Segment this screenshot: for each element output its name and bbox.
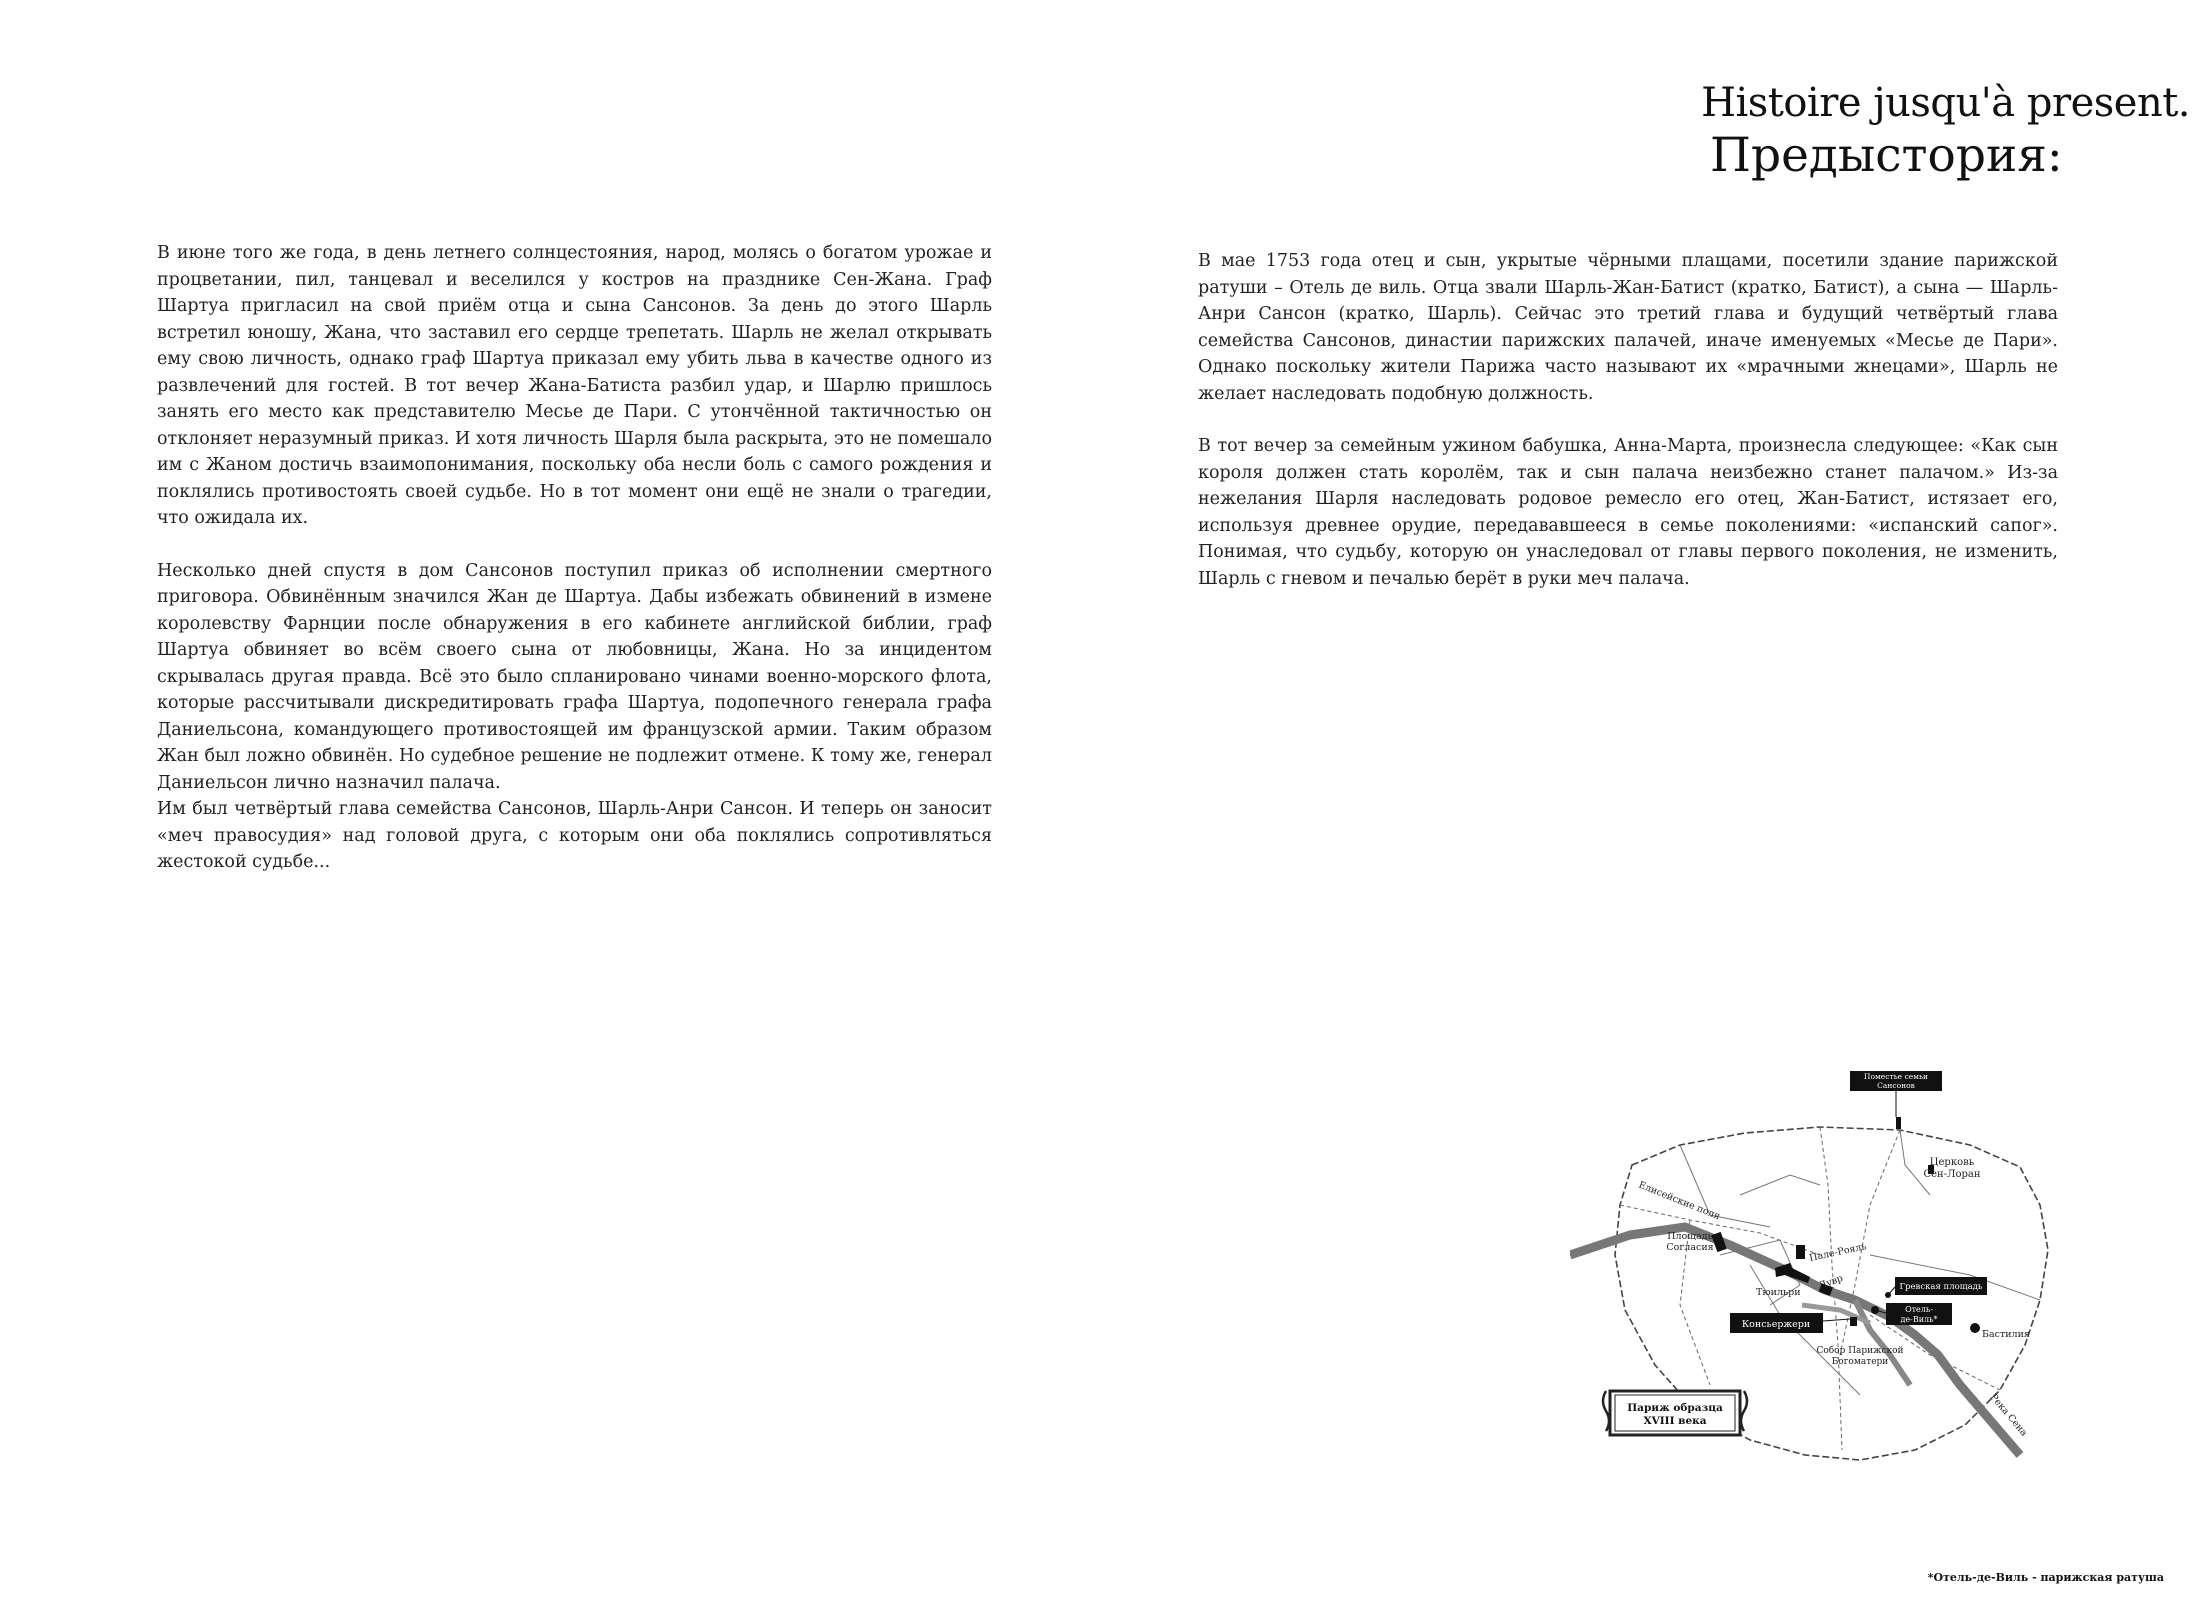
paragraph: В мае 1753 года отец и сын, укрытые чёрными плащами, посетили здание парижской ратуши – Отель де виль. Отца звали Шарль-Жан-Батист (кратко, Батист), а сына — Шарль-Анри Сансон (кратко, Шарль). Сейчас это третий глава и будущий четвёртый глава семейства Сансонов, династии парижских палачей, иначе именуемых «Месье де Пари». Однако поскольку жители Парижа часто называют их «мрачными жнецами», Шарль не желает наследовать подобную должность. [1198, 251, 2058, 404]
hotel-de-ville-label: де-Виль* [1900, 1315, 1938, 1324]
louvre-label: Лувр [1817, 1272, 1845, 1292]
paris-map [1570, 1055, 2090, 1495]
bastille-label: Бастилия [1982, 1329, 2030, 1340]
street [1900, 1130, 1930, 1195]
estate-marker [1896, 1117, 1901, 1129]
paragraph: В июне того же года, в день летнего солнцестояния, народ, молясь о богатом урожае и процветании, пил, танцевал и веселился у костров на празднике Сен-Жана. Граф Шартуа пригласил на свой приём отца и сына Сансонов. За день до этого Шарль встретил юношу, Жана, что заставил его сердце трепетать. Шарль не желал открывать ему свою личность, однако граф Шартуа приказал ему убить льва в качестве одного из развлечений для гостей. В тот вечер Жана-Батиста разбил удар, и Шарлю пришлось занять его место как представителю Месье де Пари. С утончённой тактичностью он отклоняет неразумный приказ. И хотя личность Шарля была раскрыта, это не помешало им с Жаном достичь взаимопонимания, поскольку оба несли боль с самого рождения и поклялись противостоять своей судьбе. Но в тот момент они ещё не знали о трагедии, что ожидала их. [157, 243, 992, 528]
church-label: Церковь [1929, 1157, 1975, 1168]
conciergerie-label: Консьержери [1741, 1319, 1811, 1330]
paragraph: Несколько дней спустя в дом Сансонов поступил приказ об исполнении смертного приговора. Обвинённым значился Жан де Шартуа. Дабы избежать обвинений в измене королевству Фарнции после обнаружения в его кабинете английской библии, граф Шартуа обвиняет во всём своего сына от любовницы, Жана. Но за инцидентом скрывалась другая правда. Всё это было спланировано чинами военно-морского флота, которые рассчитывали дискредитировать графа Шартуа, подопечного генерала графа Даниельсона, командующего противостоящей им французской армии. Таким образом Жан был ложно обвинён. Но судебное решение не подлежит отмене. К тому же, генерал Даниельсон лично назначил палача. [157, 560, 992, 793]
bastille-dot [1970, 1323, 1980, 1333]
street [1740, 1175, 1820, 1195]
map-cartouche [1603, 1391, 1747, 1435]
concorde-label: Согласия [1666, 1242, 1714, 1253]
concorde-label: Площадь [1667, 1231, 1713, 1242]
hotel-de-ville-label: Отель- [1905, 1305, 1933, 1314]
street [1680, 1145, 1770, 1227]
paragraph: Им был четвёртый глава семейства Сансонов, Шарль-Анри Сансон. И теперь он заносит «меч правосудия» над головой друга, с которым они оба поклялись сопротивляться жестокой судьбе... [157, 799, 992, 872]
greve-label: Гревская площадь [1899, 1282, 1983, 1292]
page-title-russian: Предыстория: [1710, 128, 2063, 183]
page-title-french: Histoire jusqu'à present. [1701, 80, 2190, 126]
cartouche-label: XVIII века [1643, 1415, 1707, 1427]
seine-label: Река Сена [1987, 1391, 2030, 1439]
tuileries-label: Тюильри [1756, 1287, 1801, 1298]
paragraph: В тот вечер за семейным ужином бабушка, Анна-Марта, произнесла следующее: «Как сын короля должен стать королём, так и сын палача неизбежно станет палачом.» Из-за нежелания Шарля наследовать родовое ремесло его отец, Жан-Батист, истязает его, используя древнее орудие, передававшееся в семье поколениями: «испанский сапог». Понимая, что судьбу, которую он унаследовал от главы первого поколения, не изменить, Шарль с гневом и печалью берёт в руки меч палача. [1198, 436, 2058, 589]
palais-royal-building [1796, 1245, 1805, 1259]
right-text-block [1198, 248, 2058, 618]
right-page [1100, 0, 2200, 1600]
champs-label: Елисейские поля [1636, 1179, 1722, 1223]
estate-label: Поместье семьи [1863, 1072, 1929, 1081]
estate-label: Сансонов [1877, 1081, 1915, 1090]
left-text-block [157, 240, 992, 902]
notre-dame-building [1850, 1317, 1857, 1326]
cartouche-label: Париж образца [1627, 1402, 1723, 1414]
palais-royal-label: Пале-Рояль [1808, 1241, 1868, 1264]
notre-dame-label: Богоматери [1831, 1357, 1889, 1367]
footnote: *Отель-де-Виль - парижская ратуша [1927, 1571, 2164, 1584]
notre-dame-label: Собор Парижской [1816, 1346, 1904, 1356]
church-label: Сен-Лоран [1923, 1169, 1981, 1180]
